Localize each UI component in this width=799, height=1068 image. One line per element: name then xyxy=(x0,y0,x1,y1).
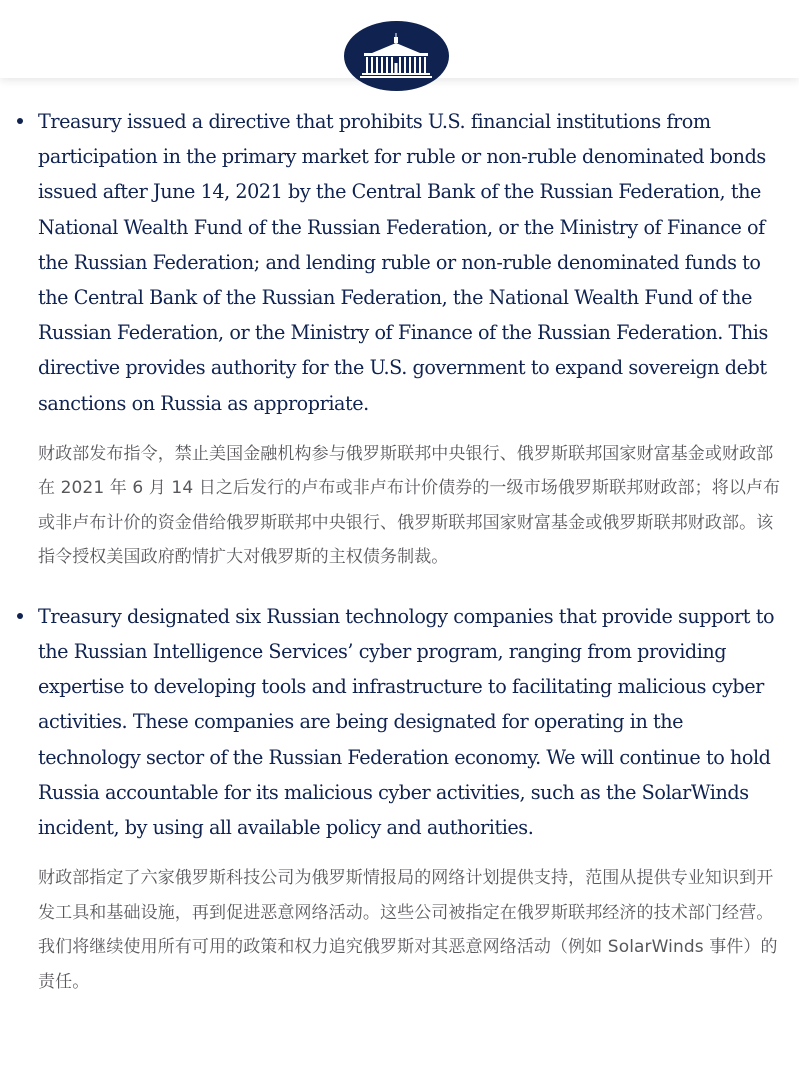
white-house-icon xyxy=(344,21,449,91)
article-body xyxy=(0,104,799,999)
chinese-paragraph: 财政部指定了六家俄罗斯科技公司为俄罗斯情报局的网络计划提供支持，范围从提供专业知识到开发工具和基础设施，再到促进恶意网络活动。这些公司被指定在俄罗斯联邦经济的技术部门经营。我们将继续使用所有可用的政策和权力追究俄罗斯对其恶意网络活动（例如 SolarWinds 事件）的责任。 xyxy=(38,868,778,992)
list-item xyxy=(0,104,799,575)
list-item xyxy=(0,599,799,999)
bullet-icon xyxy=(17,613,23,619)
english-paragraph: Treasury designated six Russian technology companies that provide support to the Russian Intelligence Services’ cyber program, ranging from providing expertise to developing tools and infrastructure to facilitating malicious cyber activities. These companies are being designated for operating in the technology sector of the Russian Federation economy. We will continue to hold Russia accountable for its malicious cyber activities, such as the SolarWinds incident, by using all available policy and authorities. xyxy=(38,604,775,840)
white-house-logo[interactable] xyxy=(344,21,449,91)
bullet-icon xyxy=(17,118,23,124)
chinese-paragraph: 财政部发布指令，禁止美国金融机构参与俄罗斯联邦中央银行、俄罗斯联邦国家财富基金或财政部在 2021 年 6 月 14 日之后发行的卢布或非卢布计价债券的一级市场俄罗斯联邦财政部；将以卢布或非卢布计价的资金借给俄罗斯联邦中央银行、俄罗斯联邦国家财富基金或俄罗斯联邦财政部。该指令授权美国政府酌情扩大对俄罗斯的主权债务制裁。 xyxy=(38,443,781,568)
english-paragraph: Treasury issued a directive that prohibits U.S. financial institutions from participation in the primary market for ruble or non-ruble denominated bonds issued after June 14, 2021 by the Central Bank of the Russian Federation, the National Wealth Fund of the Russian Federation, or the Ministry of Finance of the Russian Federation; and lending ruble or non-ruble denominated funds to the Central Bank of the Russian Federation, the National Wealth Fund of the Russian Federation, or the Ministry of Finance of the Russian Federation. This directive provides authority for the U.S. government to expand sovereign debt sanctions on Russia as appropriate. xyxy=(38,110,768,415)
